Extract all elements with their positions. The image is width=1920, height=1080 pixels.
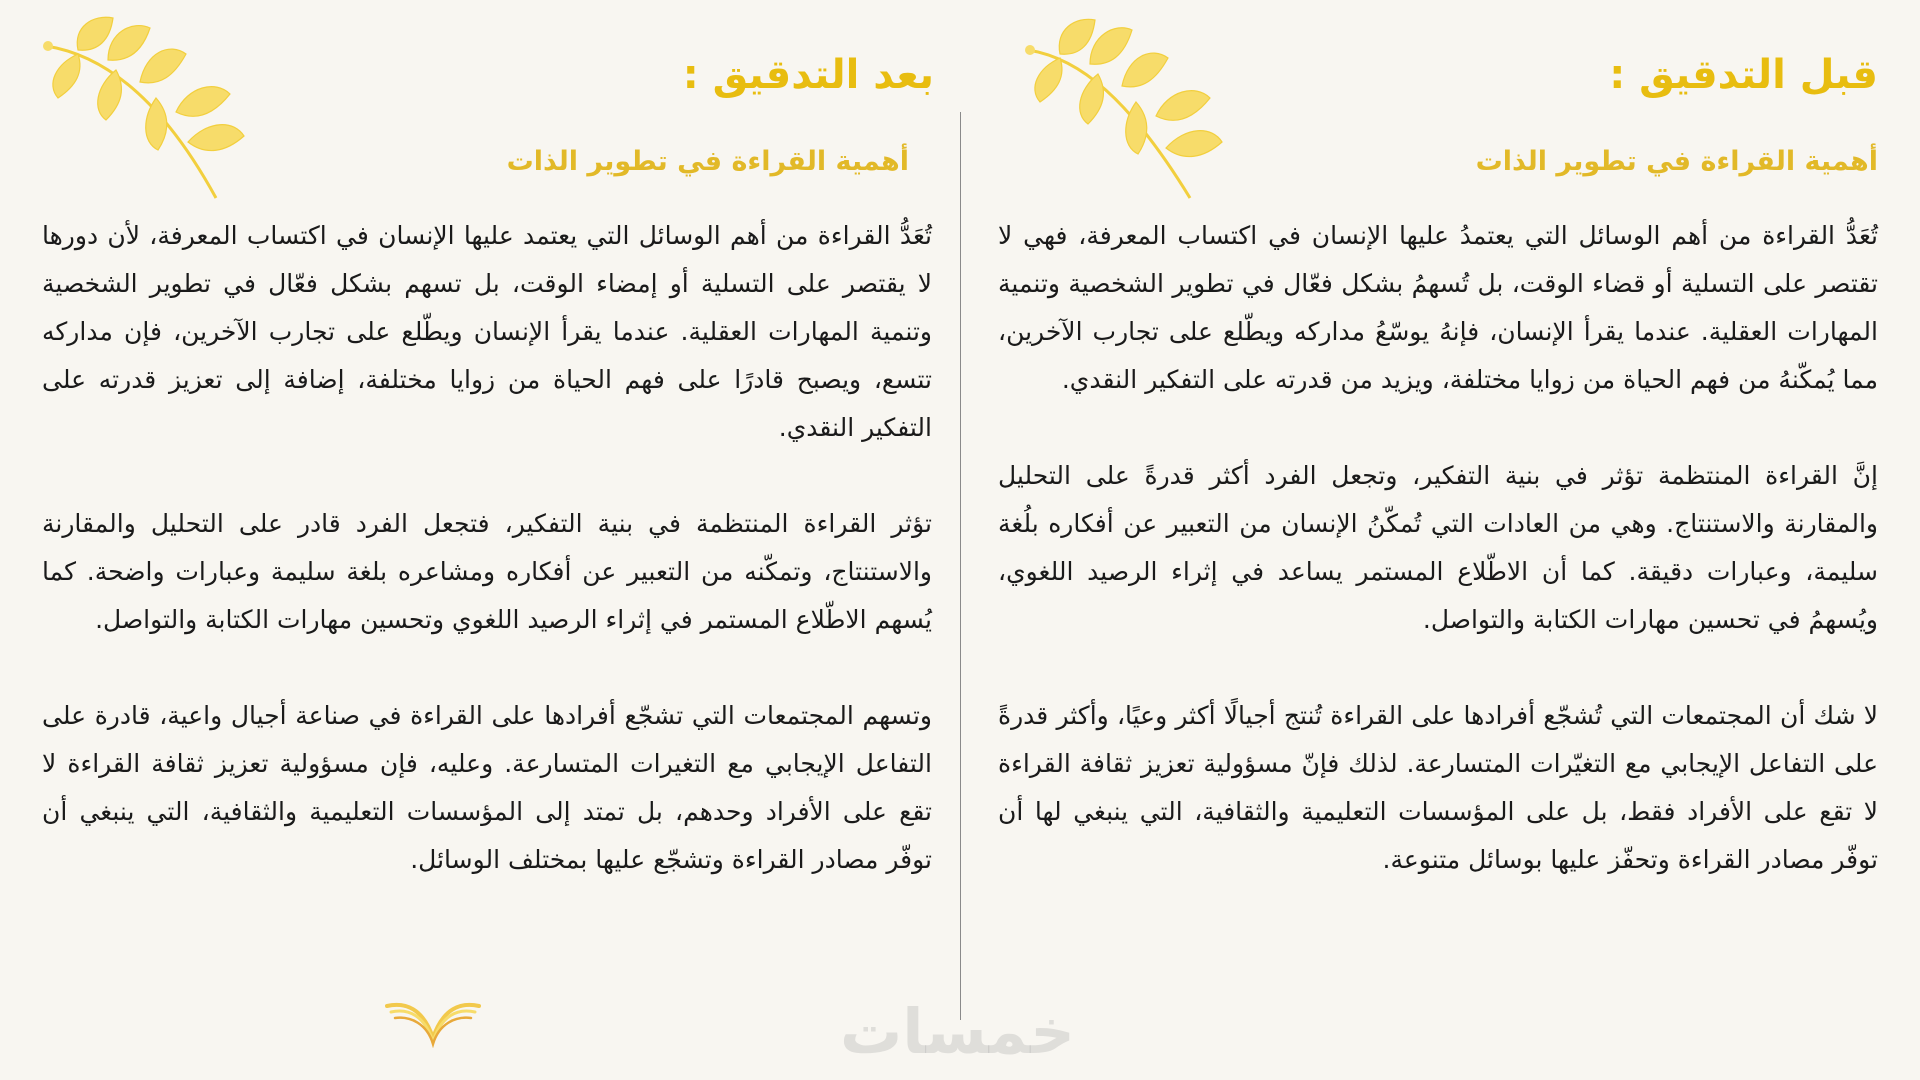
after-paragraph: تُعَدُّ القراءة من أهم الوسائل التي يعتمد عليها الإنسان في اكتساب المعرفة، لأن دورها لا يقتصر على التسلية أو إمضاء الوقت، بل تسهم بشكل فعّال في تطوير الشخصية وتنمية المهارات العقلية. عندما يقرأ الإنسان ويطّلع على تجارب الآخرين، فإن مداركه تتسع، ويصبح قادرًا على فهم الحياة من زوايا مختلفة، إضافة إلى تعزيز قدرته على التفكير النقدي.	[42, 221, 932, 442]
leaf-branch-icon	[38, 2, 278, 202]
after-paragraph: وتسهم المجتمعات التي تشجّع أفرادها على القراءة في صناعة أجيال واعية، قادرة على التفاعل الإيجابي مع التغيرات المتسارعة. وعليه، فإن مسؤولية تعزيز ثقافة القراءة لا تقع على الأفراد وحدهم، بل تمتد إلى المؤسسات التعليمية والثقافية، التي ينبغي أن توفّر مصادر القراءة وتشجّع عليها بمختلف الوسائل.	[42, 701, 932, 874]
column-divider	[960, 112, 961, 1020]
before-paragraph: تُعَدُّ القراءة من أهم الوسائل التي يعتمدُ عليها الإنسان في اكتساب المعرفة، فهي لا تقتصر على التسلية أو قضاء الوقت، بل تُسهمُ بشكل فعّال في تطوير الشخصية وتنمية المهارات العقلية. عندما يقرأ الإنسان، فإنهُ يوسّعُ مداركه ويطّلع على تجارب الآخرين، مما يُمكّنهُ من فهم الحياة من زوايا مختلفة، ويزيد من قدرته على التفكير النقدي.	[998, 221, 1878, 394]
before-paragraph: لا شك أن المجتمعات التي تُشجّع أفرادها على القراءة تُنتج أجيالًا أكثر وعيًا، وأكثر قدرةً على التفاعل الإيجابي مع التغيّرات المتسارعة. لذلك فإنّ مسؤولية تعزيز ثقافة القراءة لا تقع على الأفراد فقط، بل على المؤسسات التعليمية والثقافية، التي ينبغي لها أن توفّر مصادر القراءة وتحفّز عليها بوسائل متنوعة.	[998, 701, 1878, 874]
leaf-branch-icon	[1020, 0, 1260, 200]
before-heading: قبل التدقيق :	[1609, 52, 1878, 98]
after-heading: بعد التدقيق :	[682, 52, 934, 98]
after-body	[42, 212, 932, 884]
before-paragraph: إنَّ القراءة المنتظمة تؤثر في بنية التفكير، وتجعل الفرد أكثر قدرةً على التحليل والمقارنة والاستنتاج. وهي من العادات التي تُمكّنُ الإنسان من التعبير عن أفكاره بلُغة سليمة، وعبارات دقيقة. كما أن الاطّلاع المستمر يساعد في إثراء الرصيد اللغوي، ويُسهمُ في تحسين مهارات الكتابة والتواصل.	[998, 461, 1878, 634]
open-book-icon	[383, 998, 483, 1048]
before-body	[998, 212, 1878, 884]
watermark-logo: خمسات	[840, 995, 1075, 1068]
after-paragraph: تؤثر القراءة المنتظمة في بنية التفكير، فتجعل الفرد قادر على التحليل والمقارنة والاستنتاج، وتمكّنه من التعبير عن أفكاره ومشاعره بلغة سليمة وعبارات واضحة. كما يُسهم الاطّلاع المستمر في إثراء الرصيد اللغوي وتحسين مهارات الكتابة والتواصل.	[42, 509, 932, 634]
after-subheading: أهمية القراءة في تطوير الذات	[506, 146, 909, 177]
before-subheading: أهمية القراءة في تطوير الذات	[1475, 146, 1878, 177]
